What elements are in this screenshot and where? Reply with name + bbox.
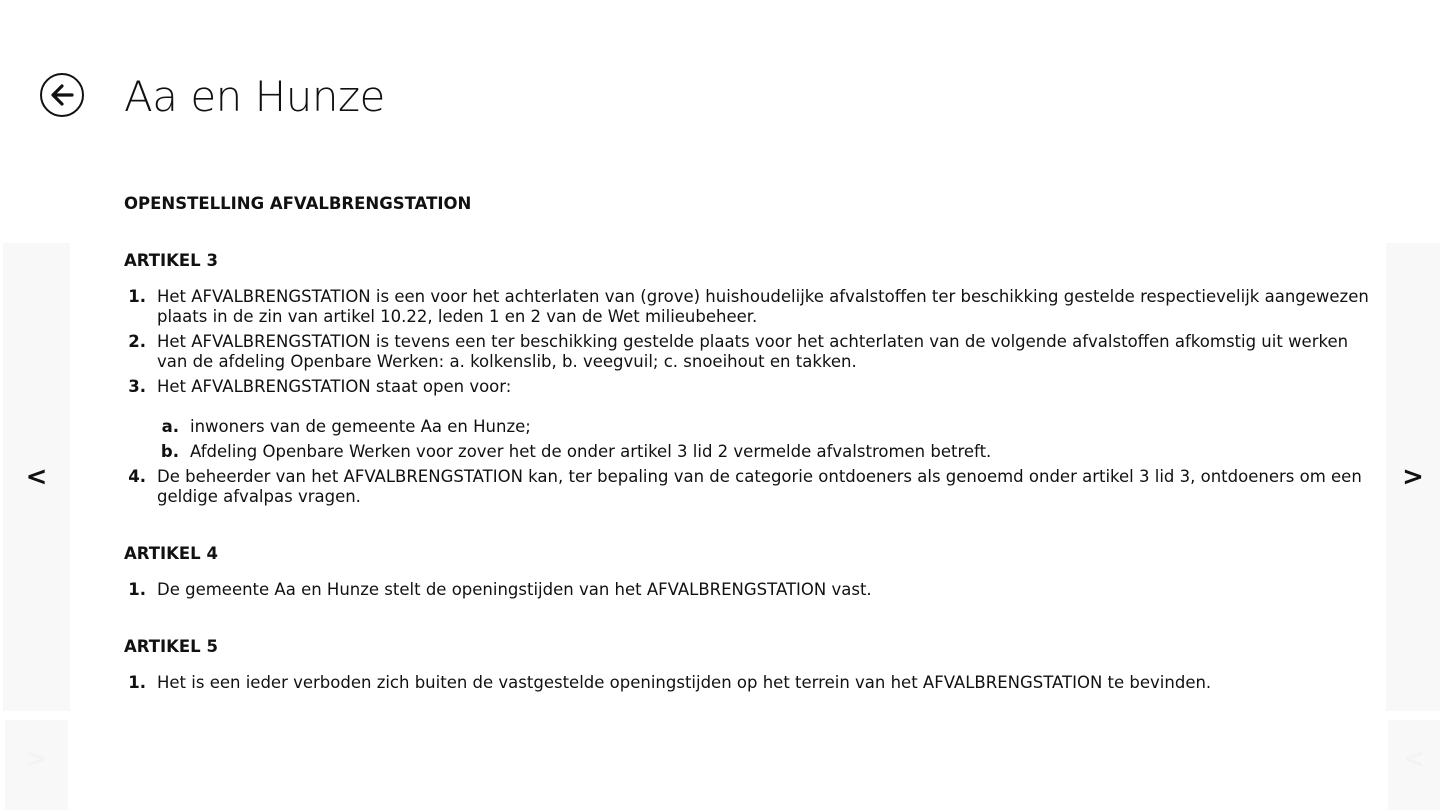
article — [124, 247, 1369, 507]
item-number: 1. — [128, 580, 146, 599]
list-item — [124, 580, 1369, 600]
item-text: Het AFVALBRENGSTATION is tevens een ter beschikking gestelde plaats voor het achterlaten van de volgende afvalstoffen afkomstig uit werken van de afdeling Openbare Werken: a. kolkenslib, b. veegvuil; c. snoeihout en takken. — [157, 332, 1349, 371]
next-page-label: > — [1402, 462, 1424, 492]
previous-page-button[interactable] — [3, 243, 70, 711]
ghost-nav-right-label: < — [1403, 744, 1425, 774]
article-list — [124, 580, 1369, 600]
list-item — [124, 287, 1369, 327]
list-item — [124, 467, 1369, 507]
previous-page-label: < — [25, 462, 48, 492]
document-content — [124, 190, 1369, 718]
item-text: Het AFVALBRENGSTATION staat open voor: — [157, 377, 512, 396]
article-list — [124, 287, 1369, 507]
article — [124, 633, 1369, 693]
item-number: 1. — [128, 287, 146, 306]
sub-item-text: Afdeling Openbare Werken voor zover het de onder artikel 3 lid 2 vermelde afvalstromen betreft. — [190, 442, 992, 461]
article-heading: ARTIKEL 4 — [124, 544, 218, 563]
article — [124, 540, 1369, 600]
sub-list-item — [157, 442, 1369, 462]
ghost-nav-left — [5, 720, 68, 810]
article-heading: ARTIKEL 5 — [124, 637, 218, 656]
item-text: De gemeente Aa en Hunze stelt de openingstijden van het AFVALBRENGSTATION vast. — [157, 580, 872, 599]
list-item — [124, 673, 1369, 693]
item-number: 1. — [128, 673, 146, 692]
ghost-nav-left-label: > — [25, 744, 48, 774]
article-heading: ARTIKEL 3 — [124, 251, 218, 270]
list-item — [124, 332, 1369, 372]
item-text: De beheerder van het AFVALBRENGSTATION kan, ter bepaling van de categorie ontdoeners als genoemd onder artikel 3 lid 3, ontdoeners om een geldige afvalpas vragen. — [157, 467, 1362, 506]
item-text: Het is een ieder verboden zich buiten de vastgestelde openingstijden op het terrein van het AFVALBRENGSTATION te bevinden. — [157, 673, 1212, 692]
page-title: Aa en Hunze — [124, 72, 385, 121]
list-item — [124, 377, 1369, 462]
back-button[interactable] — [40, 73, 84, 117]
item-number: 3. — [128, 377, 146, 396]
sub-item-letter: b. — [160, 442, 179, 461]
arrow-left-circle-icon — [49, 83, 75, 107]
article-list — [124, 673, 1369, 693]
item-number: 2. — [128, 332, 146, 351]
sub-list — [157, 417, 1369, 462]
sub-item-letter: a. — [161, 417, 179, 436]
ghost-nav-right — [1388, 720, 1440, 810]
sub-item-text: inwoners van de gemeente Aa en Hunze; — [190, 417, 531, 436]
item-number: 4. — [128, 467, 146, 486]
next-page-button[interactable] — [1386, 243, 1440, 711]
item-text: Het AFVALBRENGSTATION is een voor het achterlaten van (grove) huishoudelijke afvalstoffen ter beschikking gestelde respectievelijk aangewezen plaats in de zin van artikel 10.22, leden 1 en 2 van de Wet milieubeheer. — [157, 287, 1369, 326]
section-title: OPENSTELLING AFVALBRENGSTATION — [124, 194, 472, 213]
sub-list-item — [157, 417, 1369, 437]
